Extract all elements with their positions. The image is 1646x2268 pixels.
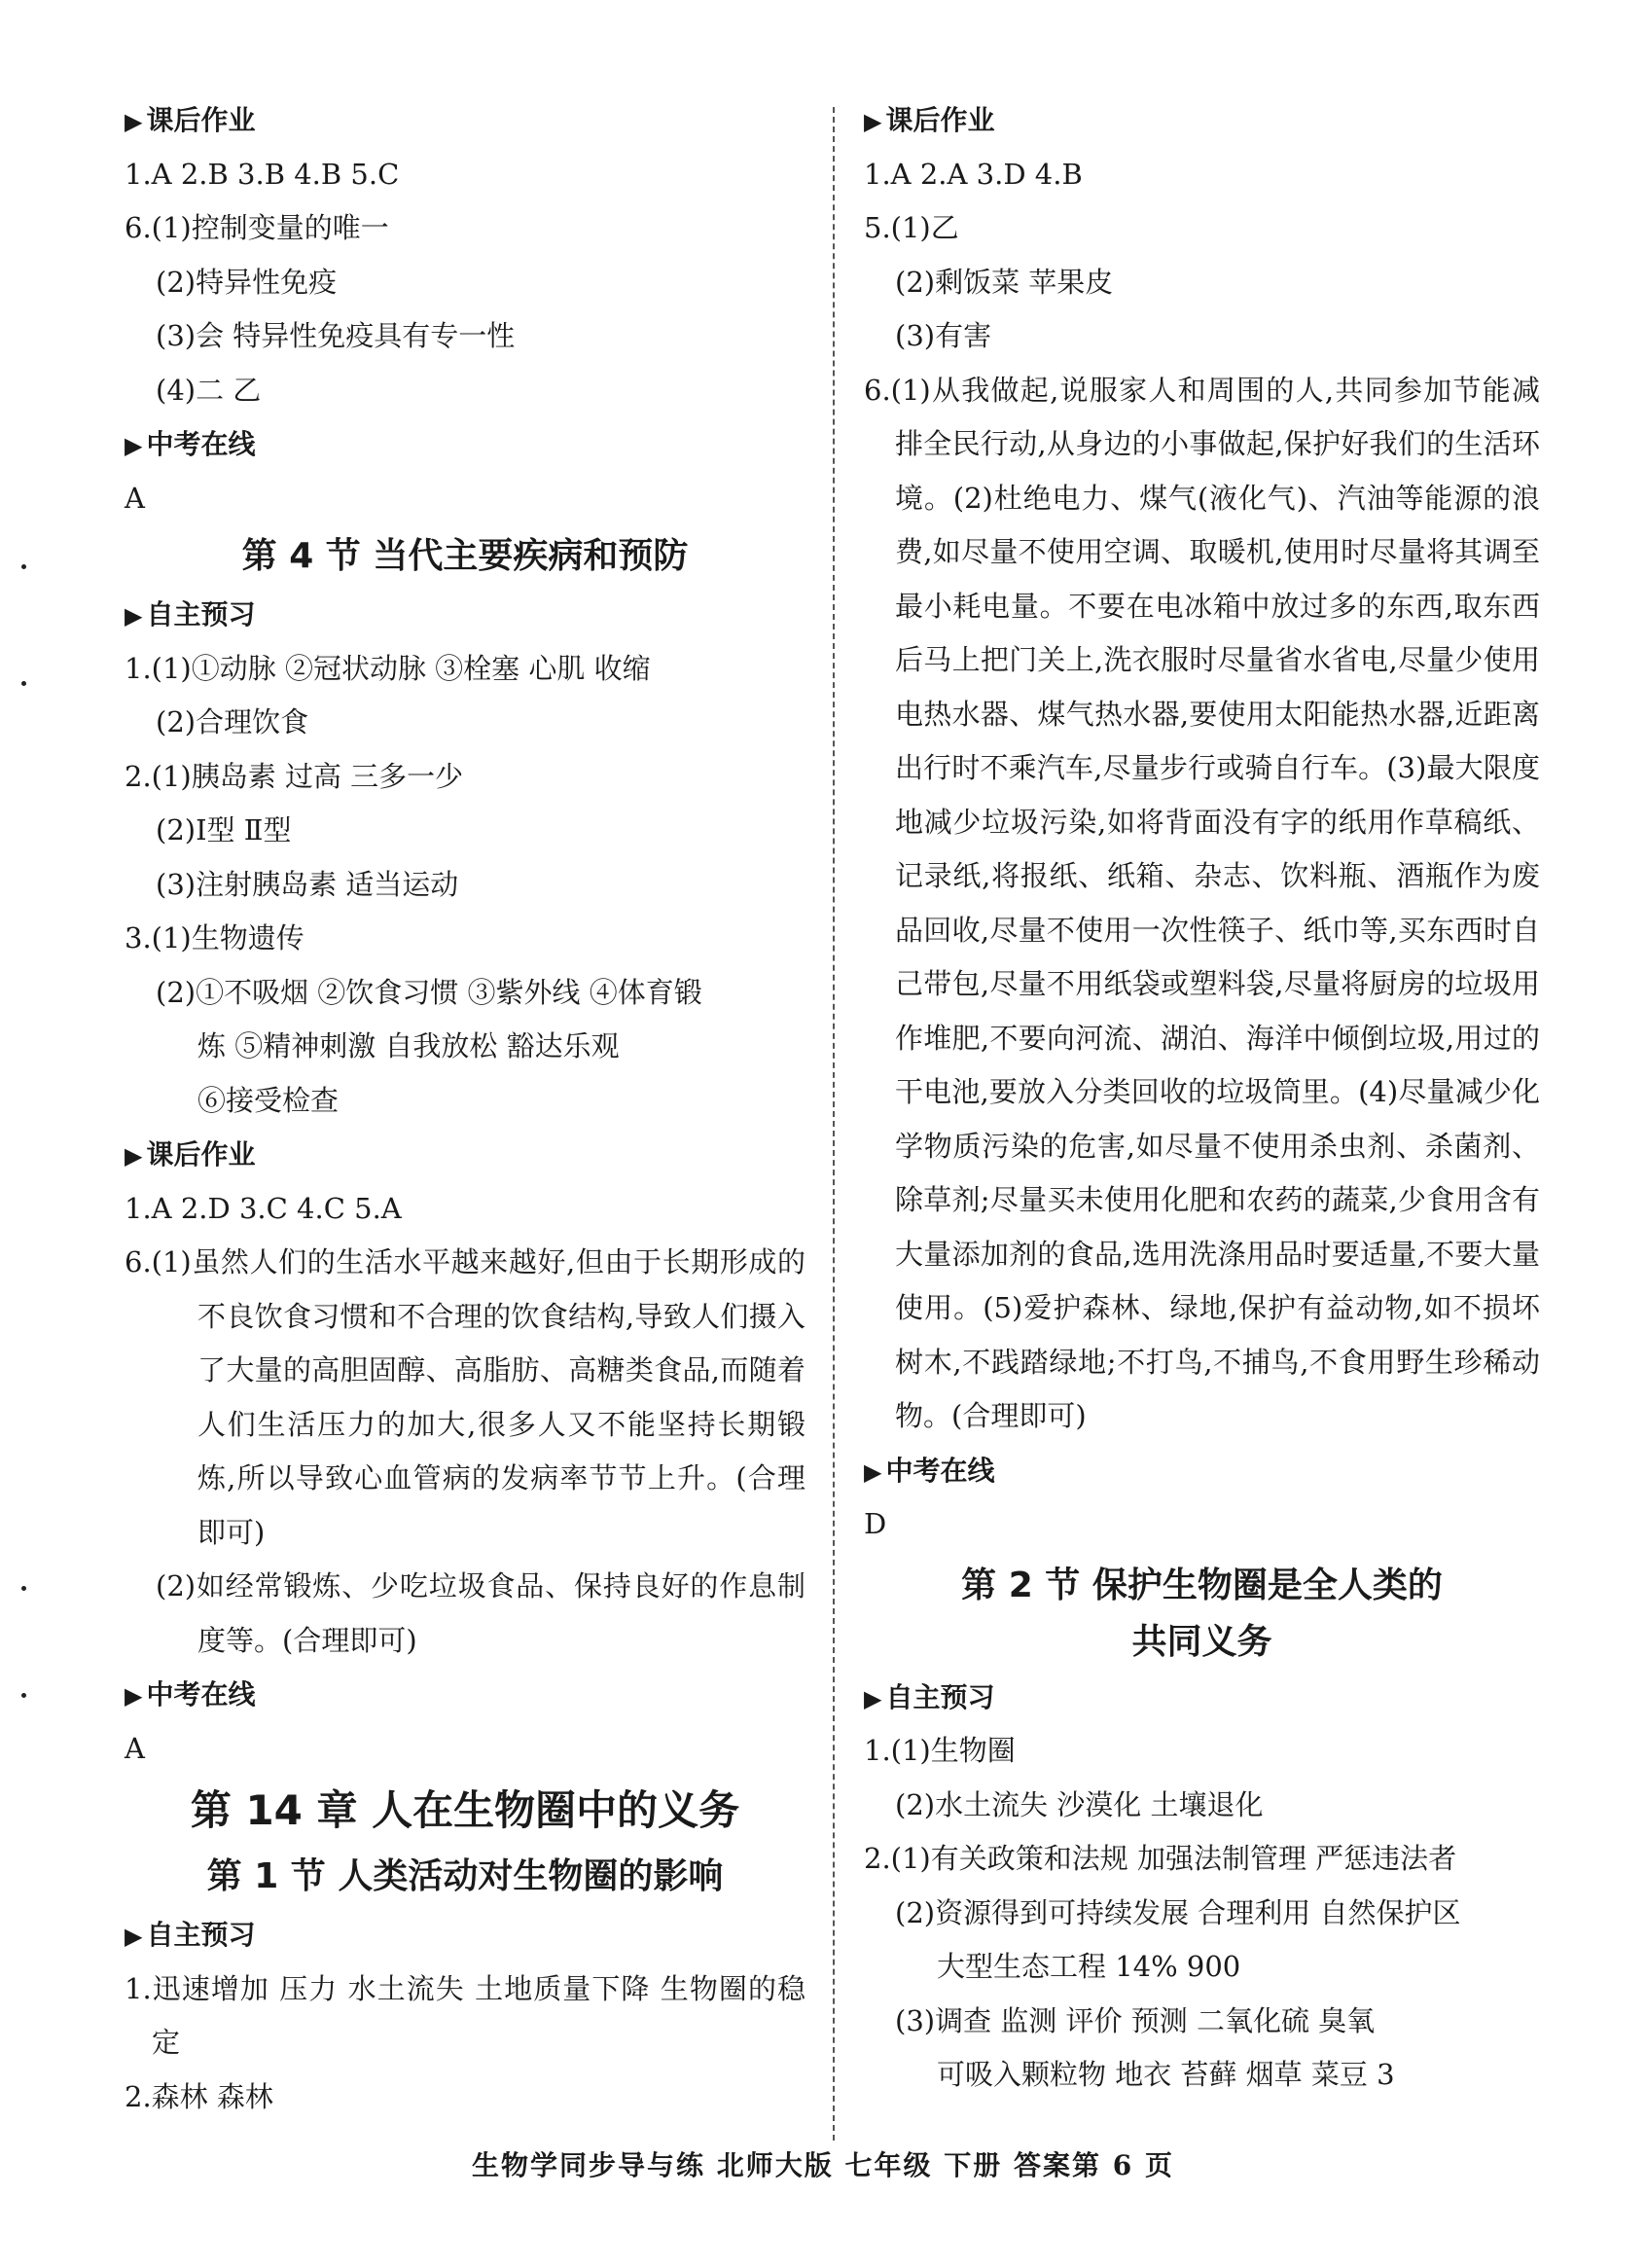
answer-line: 炼 ⑤精神刺激 自我放松 豁达乐观 bbox=[197, 1029, 620, 1062]
section-heading-preview: ▶ 自主预习 bbox=[864, 1680, 995, 1713]
answer-paragraph: (2)如经常锻炼、少吃垃圾食品、保持良好的作息制度等。(合理即可) bbox=[156, 1569, 805, 1657]
answer-line: 3.(1)生物遗传 bbox=[125, 921, 304, 954]
play-triangle-icon: ▶ bbox=[864, 108, 882, 135]
answer-line: (2)合理饮食 bbox=[156, 705, 309, 738]
section-heading-preview: ▶ 自主预习 bbox=[125, 1919, 256, 1951]
answer-line: (3)有害 bbox=[895, 319, 992, 352]
answer-paragraph: 1.迅速增加 压力 水土流失 土地质量下降 生物圈的稳定 bbox=[125, 1971, 805, 2059]
answer-line: 大型生态工程 14% 900 bbox=[937, 1950, 1241, 1983]
play-triangle-icon: ▶ bbox=[125, 432, 143, 459]
answer-line: A bbox=[125, 1731, 145, 1765]
play-triangle-icon: ▶ bbox=[125, 1142, 143, 1170]
answer-paragraph: 6.(1)虽然人们的生活水平越来越好,但由于长期形成的不良饮食习惯和不合理的饮食结构,导致人们摄入了大量的高胆固醇、高脂肪、高糖类食品,而随着人们生活压力的加大,很多人又不能坚持长期锻炼,所以导致心血管病的发病率节节上升。(合理即可) bbox=[125, 1245, 805, 1549]
section-heading-exam: ▶ 中考在线 bbox=[125, 428, 256, 460]
play-triangle-icon: ▶ bbox=[125, 602, 143, 630]
answer-line: (2)水土流失 沙漠化 土壤退化 bbox=[895, 1787, 1264, 1821]
answer-line: ⑥接受检查 bbox=[197, 1083, 340, 1117]
answer-line: 6.(1)控制变量的唯一 bbox=[125, 211, 389, 244]
answer-line: (4)二 乙 bbox=[156, 373, 262, 407]
answer-line: (2)剩饭菜 苹果皮 bbox=[895, 265, 1114, 299]
play-triangle-icon: ▶ bbox=[125, 1923, 143, 1950]
answer-line: D bbox=[864, 1507, 887, 1540]
answer-line: 1.(1)生物圈 bbox=[864, 1734, 1016, 1767]
page-footer: 生物学同步导与练 北师大版 七年级 下册 答案第 6 页 bbox=[472, 2149, 1174, 2181]
left-column bbox=[125, 93, 805, 2124]
section-heading-preview: ▶ 自主预习 bbox=[125, 598, 256, 630]
answer-line: 1.A 2.B 3.B 4.B 5.C bbox=[125, 157, 400, 191]
answer-line: (3)会 特异性免疫具有专一性 bbox=[156, 319, 516, 352]
answer-line: (2)Ⅰ型 Ⅱ型 bbox=[156, 813, 292, 846]
answer-line: (2)特异性免疫 bbox=[156, 265, 338, 299]
right-column bbox=[864, 93, 1540, 2103]
answer-line: 2.(1)有关政策和法规 加强法制管理 严惩违法者 bbox=[864, 1842, 1457, 1875]
answer-line: A bbox=[125, 481, 145, 515]
section-heading-homework: ▶ 课后作业 bbox=[864, 104, 995, 136]
answer-line: 2.森林 森林 bbox=[125, 2079, 273, 2113]
answer-line: 可吸入颗粒物 地衣 苔藓 烟草 菜豆 3 bbox=[937, 2058, 1395, 2091]
section-heading-exam: ▶ 中考在线 bbox=[125, 1678, 256, 1710]
answer-line: (2)①不吸烟 ②饮食习惯 ③紫外线 ④体育锻 bbox=[156, 975, 702, 1009]
answer-line: (3)注射胰岛素 适当运动 bbox=[156, 867, 459, 901]
section-heading-homework: ▶ 课后作业 bbox=[125, 104, 256, 136]
chapter-title: 第 14 章 人在生物圈中的义务 bbox=[190, 1786, 740, 1834]
answer-line: 5.(1)乙 bbox=[864, 211, 959, 244]
section-title: 第 4 节 当代主要疾病和预防 bbox=[241, 536, 689, 576]
section-heading-exam: ▶ 中考在线 bbox=[864, 1454, 995, 1487]
answer-line: 1.A 2.D 3.C 4.C 5.A bbox=[125, 1191, 402, 1225]
column-divider bbox=[833, 107, 835, 2141]
section-title: 第 1 节 人类活动对生物圈的影响 bbox=[206, 1856, 724, 1896]
answer-paragraph: 6.(1)从我做起,说服家人和周围的人,共同参加节能减排全民行动,从身边的小事做起,保护好我们的生活环境。(2)杜绝电力、煤气(液化气)、汽油等能源的浪费,如尽量不使用空调、取暖机,使用时尽量将其调至最小耗电量。不要在电冰箱中放过多的东西,取东西后马上把门关上,洗衣服时尽量省水省电,尽量少使用电热水器、煤气热水器,要使用太阳能热水器,近距离出行时不乘汽车,尽量步行或骑自行车。(3)最大限度地减少垃圾污染,如将背面没有字的纸用作草稿纸、记录纸,将报纸、纸箱、杂志、饮料瓶、酒瓶作为废品回收,尽量不使用一次性筷子、纸巾等,买东西时自己带包,尽量不用纸袋或塑料袋,尽量将厨房的垃圾用作堆肥,不要向河流、湖泊、海洋中倾倒垃圾,用过的干电池,要放入分类回收的垃圾筒里。(4)尽量减少化学物质污染的危害,如尽量不使用杀虫剂、杀菌剂、除草剂;尽量买未使用化肥和农药的蔬菜,少食用含有大量添加剂的食品,选用洗涤用品时要适量,不要大量使用。(5)爱护森林、绿地,保护有益动物,如不损坏树木,不践踏绿地;不打鸟,不捕鸟,不食用野生珍稀动物。(合理即可) bbox=[864, 373, 1541, 1432]
play-triangle-icon: ▶ bbox=[125, 1682, 143, 1710]
section-heading-homework: ▶ 课后作业 bbox=[125, 1138, 256, 1170]
play-triangle-icon: ▶ bbox=[125, 108, 143, 135]
answer-line: (3)调查 监测 评价 预测 二氧化硫 臭氧 bbox=[895, 2003, 1376, 2037]
section-title-continued: 共同义务 bbox=[1131, 1621, 1272, 1662]
answer-line: (2)资源得到可持续发展 合理利用 自然保护区 bbox=[895, 1895, 1461, 1929]
play-triangle-icon: ▶ bbox=[864, 1684, 882, 1712]
play-triangle-icon: ▶ bbox=[864, 1458, 882, 1486]
answer-line: 1.(1)①动脉 ②冠状动脉 ③栓塞 心肌 收缩 bbox=[125, 651, 651, 685]
answer-line: 2.(1)胰岛素 过高 三多一少 bbox=[125, 759, 464, 793]
answer-line: 1.A 2.A 3.D 4.B bbox=[864, 157, 1083, 191]
section-title: 第 2 节 保护生物圈是全人类的 bbox=[961, 1565, 1443, 1605]
